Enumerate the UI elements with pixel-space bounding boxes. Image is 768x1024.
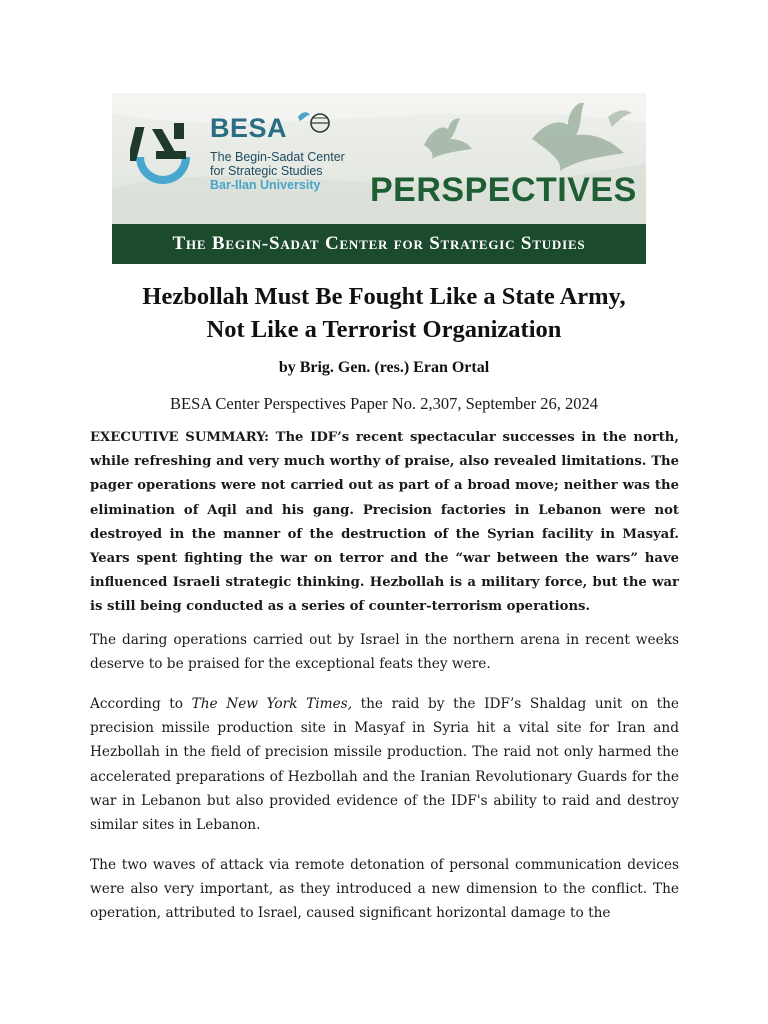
- body-paragraph-1: The daring operations carried out by Israel in the northern arena in recent weeks deserve to be praised for the exceptional feats they were.: [90, 632, 679, 673]
- body-paragraph-3: The two waves of attack via remote detonation of personal communication devices were also very important, as they introduced a new dimension to the conflict. The operation, attributed to Israel, caused significant horizontal damage to the: [90, 857, 679, 922]
- series-title: PERSPECTIVES: [370, 171, 637, 209]
- source-citation: The New York Times,: [191, 696, 353, 712]
- title-line-2: Not Like a Terrorist Organization: [206, 316, 562, 343]
- dove-emblem-icon: [292, 107, 332, 139]
- header-banner: [112, 93, 646, 264]
- university-name: Bar-Ilan University: [210, 178, 321, 192]
- org-name-line2: for Strategic Studies: [210, 164, 323, 178]
- org-name-line1: The Begin-Sadat Center: [210, 150, 345, 164]
- author-byline: by Brig. Gen. (res.) Eran Ortal: [278, 359, 490, 376]
- banner-background: [112, 93, 646, 224]
- para2-lead: According to: [90, 696, 192, 712]
- body-paragraph-2: [90, 692, 679, 837]
- besa-wordmark: BESA: [210, 113, 288, 143]
- para2-rest: the raid by the IDF’s Shaldag unit on the precision missile production site in Masyaf in Syria hit a vital site for Iran and Hezbollah in the field of precision missile production. The raid not only harmed the accelerated preparations of Hezbollah and the Iranian Revolutionary Guards for the war in Lebanon but also provided evidence of the IDF's ability to raid and destroy similar sites in Lebanon.: [90, 696, 679, 834]
- banner-title-bar: [112, 224, 646, 264]
- article-title: [60, 280, 708, 346]
- besa-logo-icon: [130, 117, 196, 193]
- executive-summary: EXECUTIVE SUMMARY: The IDF’s recent spectacular successes in the north, while refreshing and very much worthy of praise, also revealed limitations. The pager operations were not carried out as part of a broad move; neither was the elimination of Aqil and his gang. Precision factories in Lebanon were not destroyed in the manner of the destruction of the Syrian facility in Masyaf. Years spent fighting the war on terror and the “war between the wars” have influenced Israeli strategic thinking. Hezbollah is a military force, but the war is still being conducted as a series of counter-terrorism operations.: [90, 430, 679, 615]
- title-line-1: Hezbollah Must Be Fought Like a State Army,: [142, 283, 626, 310]
- paper-info: BESA Center Perspectives Paper No. 2,307, September 26, 2024: [169, 394, 599, 413]
- center-name: The Begin-Sadat Center for Strategic Studies: [172, 233, 586, 254]
- doves-icon: [412, 99, 642, 177]
